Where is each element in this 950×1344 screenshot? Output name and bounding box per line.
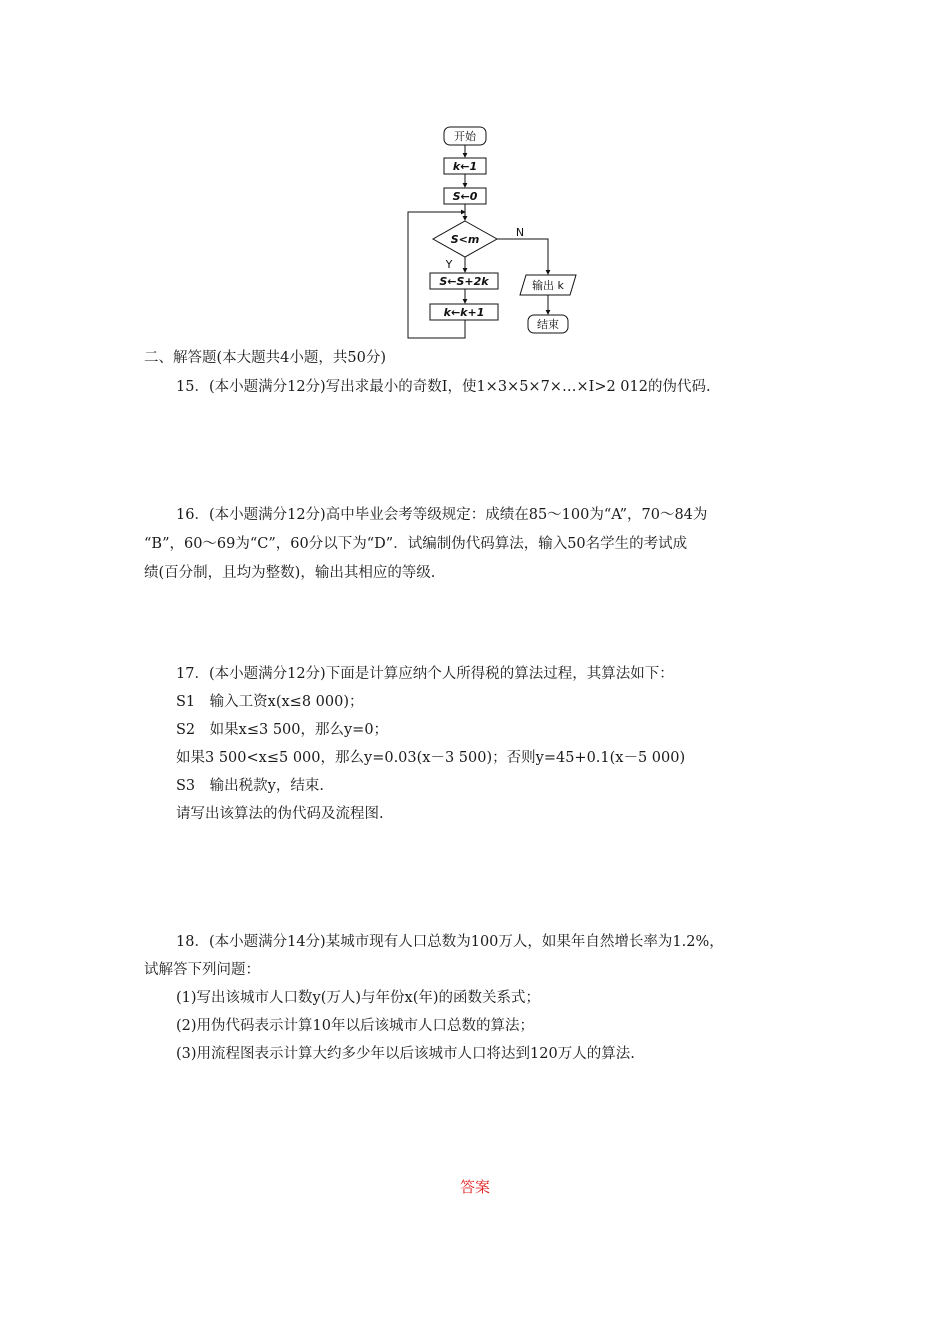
init-s-label: S←0 bbox=[452, 190, 478, 203]
end-label: 结束 bbox=[537, 318, 559, 331]
flowchart-svg bbox=[400, 118, 600, 348]
no-branch-line bbox=[497, 239, 548, 274]
answer-link[interactable]: 答案 bbox=[459, 1178, 490, 1196]
update-s-label: S←S+2k bbox=[439, 275, 489, 288]
q16-line-1: 16．(本小题满分12分)高中毕业会考等级规定：成绩在85～100为“A”，70～84为 bbox=[176, 507, 708, 523]
q16-line-3: 绩(百分制，且均为整数)，输出其相应的等级. bbox=[144, 565, 436, 581]
init-k-label: k←1 bbox=[452, 160, 478, 173]
section-heading: 二、解答题(本大题共4小题，共50分) bbox=[144, 350, 386, 366]
q16-line-2: “B”，60～69为“C”，60分以下为“D”．试编制伪代码算法，输入50名学生的考试成 bbox=[144, 536, 688, 552]
q17-step-2b: 如果3 500<x≤5 000，那么y=0.03(x－3 500)；否则y=45+0.1(x－5 000) bbox=[176, 750, 686, 766]
q15-text: 15．(本小题满分12分)写出求最小的奇数I，使1×3×5×7×…×I>2 012的伪代码. bbox=[176, 379, 711, 395]
condition-label: S<m bbox=[450, 233, 480, 246]
no-label: N bbox=[515, 226, 525, 239]
yes-label: Y bbox=[445, 258, 453, 271]
update-k-label: k←k+1 bbox=[443, 306, 485, 319]
q18-part-3: (3)用流程图表示计算大约多少年以后该城市人口将达到120万人的算法. bbox=[176, 1046, 635, 1062]
q17-line-1: 17．(本小题满分12分)下面是计算应纳个人所得税的算法过程，其算法如下： bbox=[176, 666, 674, 682]
q18-part-2: (2)用伪代码表示计算10年以后该城市人口总数的算法； bbox=[176, 1018, 534, 1034]
q17-step-3: S3 输出税款y，结束. bbox=[176, 778, 324, 794]
q18-line-2: 试解答下列问题： bbox=[144, 962, 260, 978]
start-label: 开始 bbox=[454, 130, 476, 143]
q18-line-1: 18．(本小题满分14分)某城市现有人口总数为100万人，如果年自然增长率为1.2%， bbox=[176, 934, 724, 950]
q17-step-1: S1 输入工资x(x≤8 000)； bbox=[176, 694, 364, 710]
flowchart bbox=[400, 118, 600, 348]
q17-step-2: S2 如果x≤3 500，那么y=0； bbox=[176, 722, 389, 738]
q17-ask: 请写出该算法的伪代码及流程图. bbox=[176, 806, 384, 822]
q18-part-1: (1)写出该城市人口数y(万人)与年份x(年)的函数关系式； bbox=[176, 990, 541, 1006]
output-label: 输出 k bbox=[532, 279, 564, 292]
